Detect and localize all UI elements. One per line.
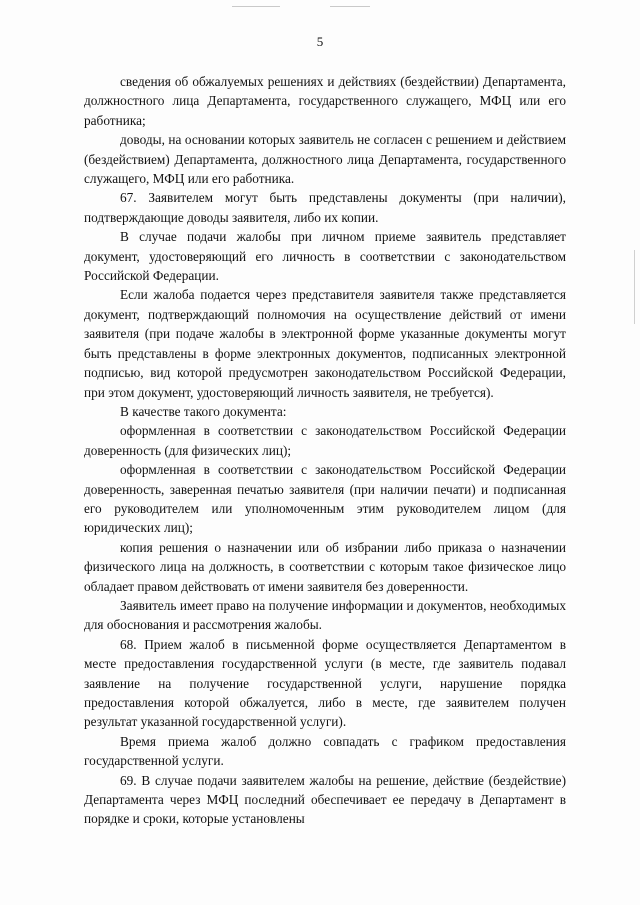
paragraph: В качестве такого документа: [120, 403, 287, 419]
scan-artifact [634, 250, 635, 324]
paragraph: 68. Прием жалоб в письменной форме осуществляется Департаментом в месте предоставления государственной услуги (в месте, где заявитель подавал заявление на получение государственной услуги, нарушение порядка предоставления которой обжалуется, либо в месте, где заявителем получен результат указанной государственной услуги). [84, 636, 566, 730]
scan-artifact [330, 6, 370, 7]
paragraph: В случае подачи жалобы при личном приеме заявитель представляет документ, удостоверяющий его личность в соответствии с законодательством Российской Федерации. [84, 229, 566, 284]
paragraph: Заявитель имеет право на получение информации и документов, необходимых для обоснования и рассмотрения жалобы. [84, 597, 566, 633]
document-body [84, 72, 566, 829]
paragraph: 69. В случае подачи заявителем жалобы на решение, действие (бездействие) Департамента через МФЦ последний обеспечивает ее передачу в Департамент в порядке и сроки, которые установлены [84, 772, 566, 827]
paragraph: Если жалоба подается через представителя заявителя также представляется документ, подтверждающий полномочия на осуществление действий от имени заявителя (при подаче жалобы в электронной форме указанные документы могут быть представлены в форме электронных документов, подписанных электронной подписью, вид которой предусмотрен законодательством Российской Федерации, при этом документ, удостоверяющий личность заявителя, не требуется). [84, 287, 566, 400]
paragraph: 67. Заявителем могут быть представлены документы (при наличии), подтверждающие доводы заявителя, либо их копии. [84, 190, 566, 225]
paragraph: Время приема жалоб должно совпадать с графиком предоставления государственной услуги. [84, 733, 566, 769]
scan-artifact [232, 6, 280, 7]
page-number: 5 [316, 34, 324, 49]
paragraph: оформленная в соответствии с законодательством Российской Федерации доверенность (для физических лиц); [84, 423, 566, 458]
paragraph: копия решения о назначении или об избрании либо приказа о назначении физического лица на должность, в соответствии с которым такое физическое лицо обладает правом действовать от имени заявителя без доверенности. [84, 539, 566, 594]
paragraph: доводы, на основании которых заявитель не согласен с решением и действием (бездействием) Департамента, должностного лица Департамента, государственного служащего, МФЦ или его работника. [84, 132, 566, 187]
paragraph: сведения об обжалуемых решениях и действиях (бездействии) Департамента, должностного лица Департамента, государственного служащего, МФЦ или его работника; [84, 74, 566, 128]
paragraph: оформленная в соответствии с законодательством Российской Федерации доверенность, заверенная печатью заявителя (при наличии печати) и подписанная его руководителем или уполномоченным этим руководителем лицом (для юридических лиц); [84, 462, 566, 536]
